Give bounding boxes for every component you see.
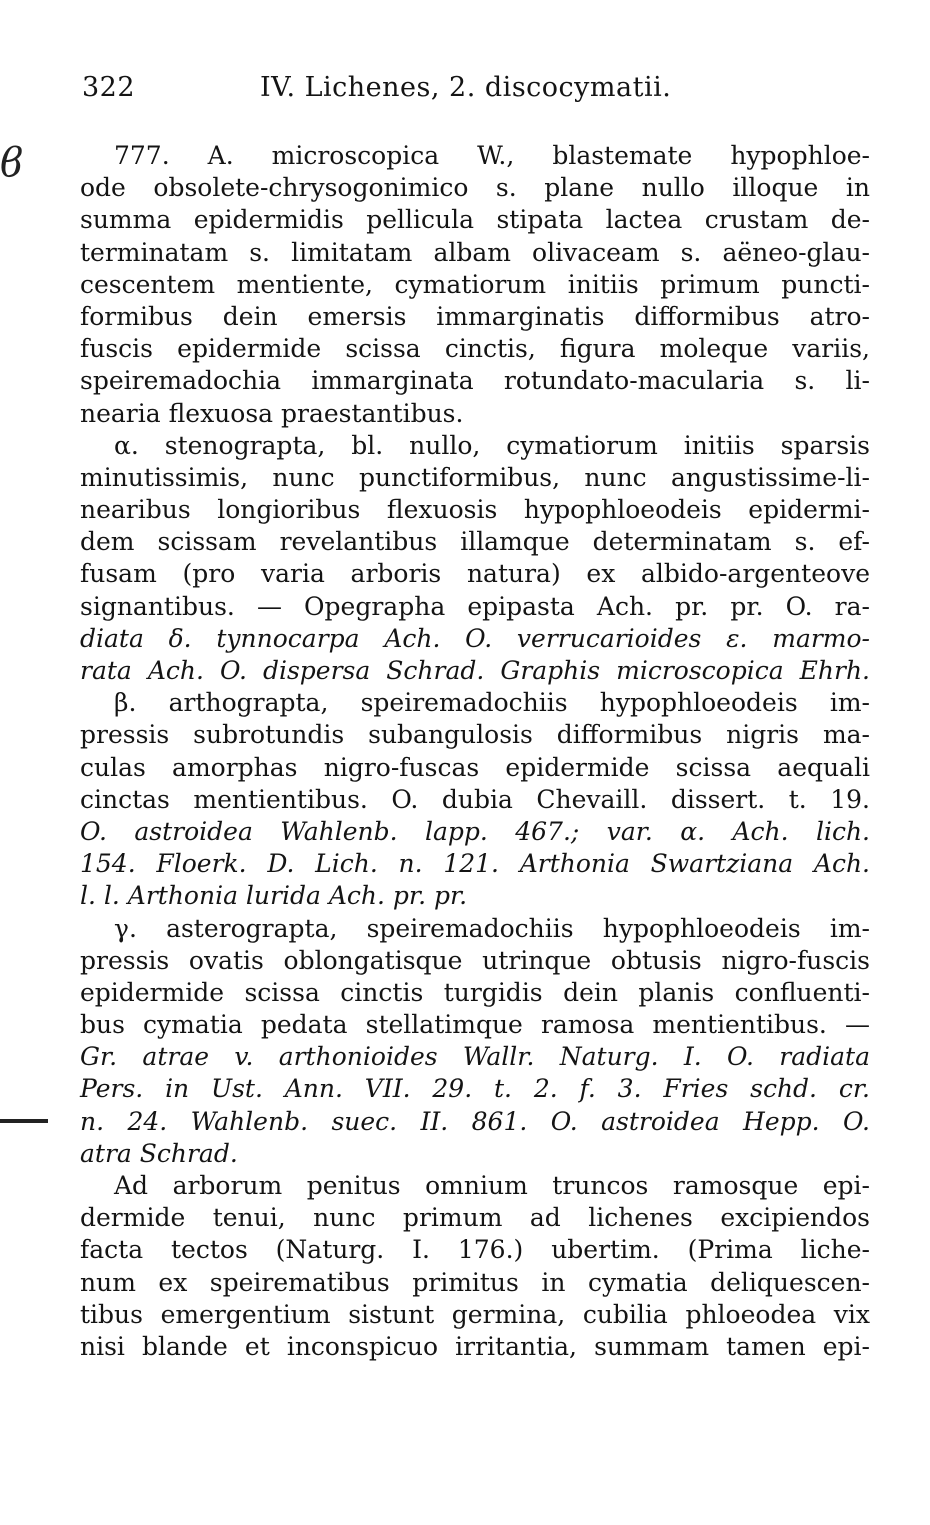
text-line: fusam (pro varia arboris natura) ex albido-argenteove (80, 559, 870, 589)
text-line: formibus dein emersis immarginatis difformibus atro- (80, 301, 870, 331)
page-number: 322 (82, 72, 136, 103)
text-line: rata Ach. O. dispersa Schrad. Graphis microscopica Ehrh. (80, 656, 870, 685)
text-line: 154. Floerk. D. Lich. n. 121. Arthonia Swartziana Ach. (80, 849, 870, 879)
text-line: Pers. in Ust. Ann. VII. 29. t. 2. f. 3. Fries schd. cr. (80, 1074, 870, 1104)
text-line: β. arthograpta, speiremadochiis hypophloeodeis im- (114, 688, 870, 718)
text-line: pressis ovatis oblongatisque utrinque obtusis nigro-fuscis (80, 945, 870, 975)
text-line: facta tectos (Naturg. I. 176.) ubertim. (Prima liche- (80, 1235, 870, 1265)
text-line: cescentem mentiente, cymatiorum initiis primum puncti- (80, 269, 870, 299)
text-line: atra Schrad. (80, 1138, 238, 1168)
text-line: dermide tenui, nunc primum ad lichenes excipiendos (80, 1203, 870, 1233)
text-line: culas amorphas nigro-fuscas epidermide scissa aequali (80, 752, 870, 782)
text-line: Gr. atrae v. arthonioides Wallr. Naturg. I. O. radiata (80, 1042, 870, 1072)
body-text (80, 140, 870, 1363)
text-line: minutissimis, nunc punctiformibus, nunc angustissime-li- (80, 462, 870, 492)
text-line: nearibus longioribus flexuosis hypophloeodeis epidermi- (80, 495, 870, 525)
text-line: epidermide scissa cinctis turgidis dein planis confluenti- (80, 977, 870, 1007)
text-line: bus cymatia pedata stellatimque ramosa mentientibus. — (80, 1010, 870, 1040)
text-line: pressis subrotundis subangulosis difformibus nigris ma- (80, 720, 870, 750)
text-line: num ex speirematibus primitus in cymatia deliquescen- (80, 1267, 870, 1297)
page-header (82, 72, 782, 112)
text-line: summa epidermidis pellicula stipata lactea crustam de- (80, 205, 870, 235)
margin-dash (0, 1119, 48, 1123)
running-head: IV. Lichenes, 2. discocymatii. (260, 72, 672, 103)
text-line: signantibus. — Opegrapha epipasta Ach. pr. pr. O. ra- (80, 591, 870, 621)
text-line: fuscis epidermide scissa cinctis, figura moleque variis, (80, 334, 870, 364)
text-line: O. astroidea Wahlenb. lapp. 467.; var. α. Ach. lich. (80, 816, 870, 846)
text-line: dem scissam revelantibus illamque determinatam s. ef- (80, 527, 870, 557)
text-line: α. stenograpta, bl. nullo, cymatiorum initiis sparsis (114, 430, 870, 460)
text-line: diata δ. tynnocarpa Ach. O. verrucarioides ε. marmo- (80, 623, 870, 653)
text-line: n. 24. Wahlenb. suec. II. 861. O. astroidea Hepp. O. (80, 1106, 870, 1136)
text-line: speiremadochia immarginata rotundato-macularia s. li- (80, 366, 870, 396)
margin-annotation: ϐ (0, 140, 24, 186)
text-line: tibus emergentium sistunt germina, cubilia phloeodea vix (80, 1299, 870, 1329)
text-line: 777. A. microscopica W., blastemate hypophloe- (114, 141, 870, 170)
text-line: l. l. Arthonia lurida Ach. pr. pr. (80, 881, 468, 911)
text-line: Ad arborum penitus omnium truncos ramosque epi- (114, 1171, 870, 1200)
text-line: nearia flexuosa praestantibus. (80, 398, 464, 428)
text-line: nisi blande et inconspicuo irritantia, summam tamen epi- (80, 1331, 870, 1361)
text-line: ode obsolete-chrysogonimico s. plane nullo illoque in (80, 173, 870, 203)
text-line: γ. asterograpta, speiremadochiis hypophloeodeis im- (114, 913, 870, 943)
text-line: cinctas mentientibus. O. dubia Chevaill. dissert. t. 19. (80, 784, 870, 814)
text-line: terminatam s. limitatam albam olivaceam s. aëneo-glau- (80, 237, 870, 267)
